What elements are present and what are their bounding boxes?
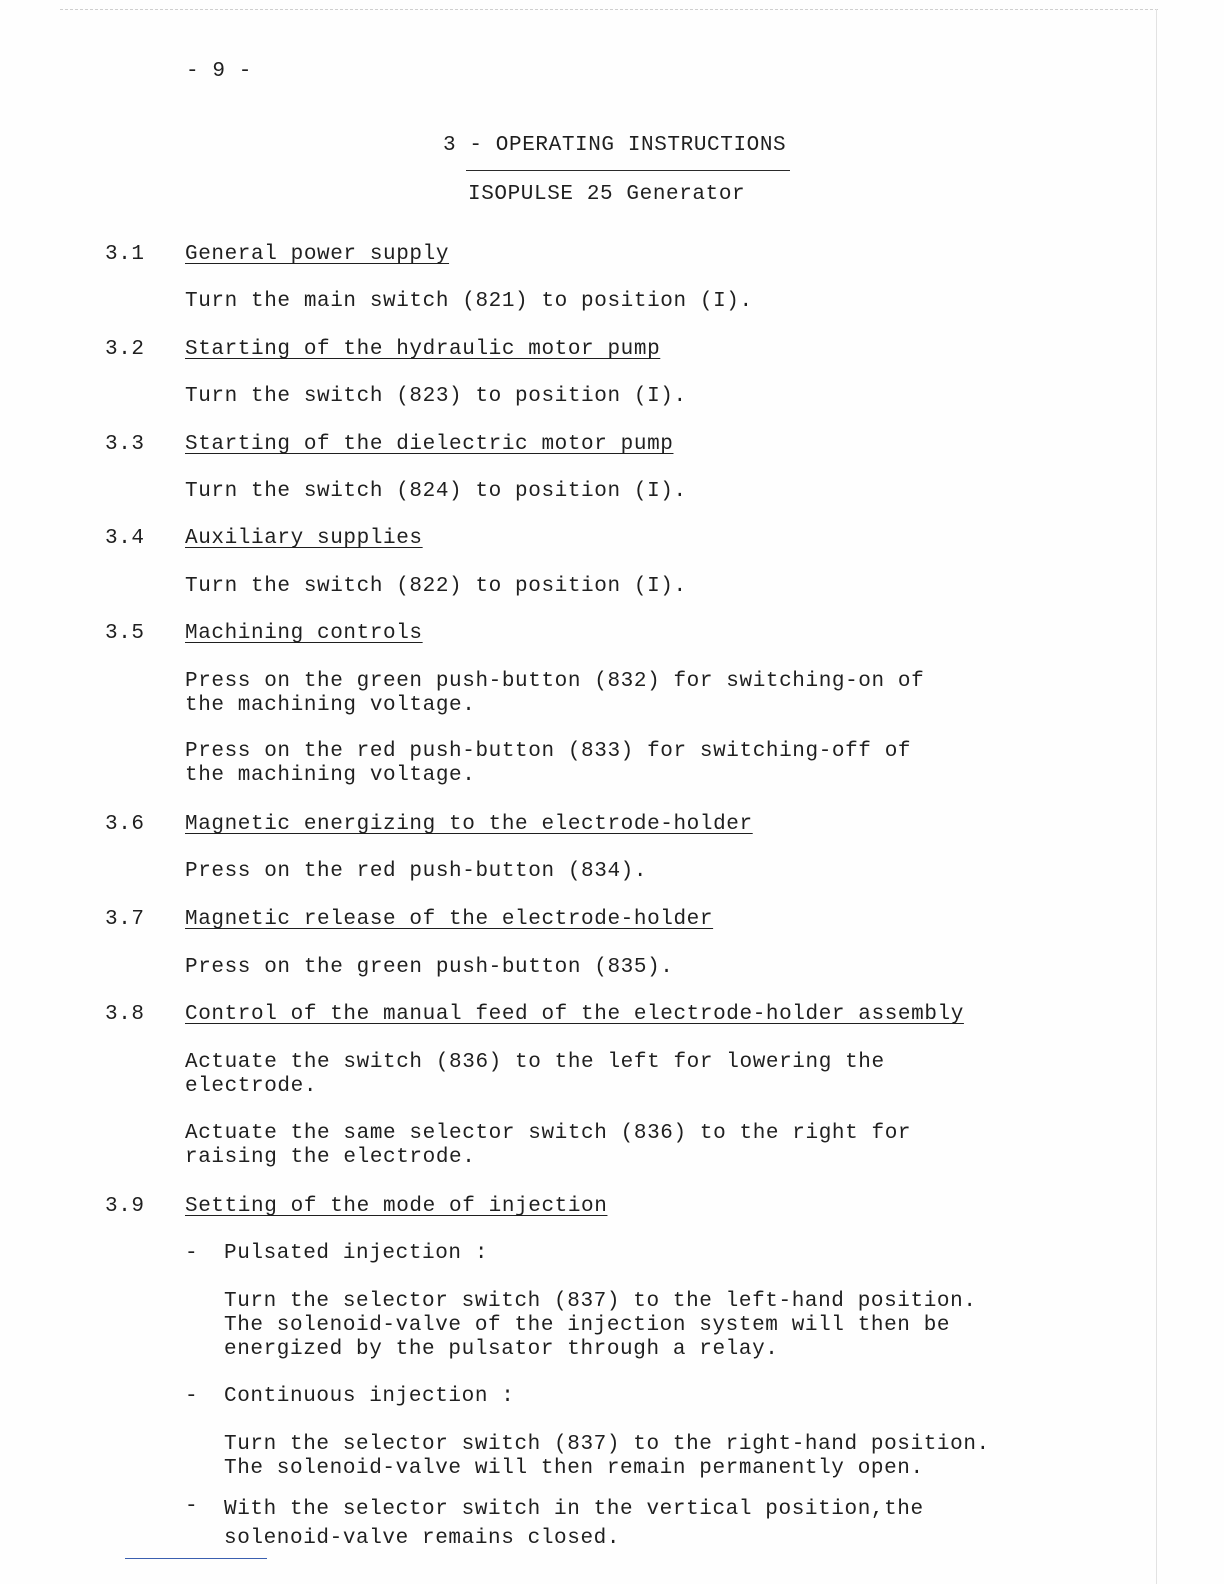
list-bullet: -: [185, 1385, 199, 1408]
section-number: 3.1: [105, 243, 145, 266]
section-heading: Magnetic release of the electrode-holder: [185, 908, 714, 931]
section-number: 3.8: [105, 1003, 145, 1026]
page-number: - 9 -: [186, 60, 253, 83]
section-heading: General power supply: [185, 243, 450, 266]
list-item-text: Turn the selector switch (837) to the right-hand position. The solenoid-valve will then remain permanently open.: [224, 1433, 990, 1480]
right-edge-line: [1156, 9, 1157, 1584]
section-number: 3.6: [105, 813, 145, 836]
list-item-label: Continuous injection :: [224, 1385, 515, 1408]
top-edge-rule: [60, 9, 1158, 10]
section-number: 3.2: [105, 338, 145, 361]
section-heading: Auxiliary supplies: [185, 527, 423, 550]
section-paragraph: Actuate the same selector switch (836) to the right for raising the electrode.: [185, 1122, 912, 1169]
list-item-label: Pulsated injection :: [224, 1242, 489, 1265]
section-paragraph: Press on the red push-button (834).: [185, 860, 648, 883]
footnote-rule: [125, 1558, 267, 1559]
section-paragraph: Turn the switch (822) to position (I).: [185, 575, 687, 598]
section-heading: Machining controls: [185, 622, 423, 645]
chapter-title: 3 - OPERATING INSTRUCTIONS: [443, 134, 787, 157]
section-number: 3.4: [105, 527, 145, 550]
section-heading: Starting of the hydraulic motor pump: [185, 338, 661, 361]
chapter-title-underline: [466, 170, 790, 171]
section-number: 3.7: [105, 908, 145, 931]
section-paragraph: Turn the switch (823) to position (I).: [185, 385, 687, 408]
list-bullet: -: [185, 1242, 199, 1265]
list-item-label: With the selector switch in the vertical position,the solenoid-valve remains closed.: [224, 1498, 924, 1550]
section-heading: Starting of the dielectric motor pump: [185, 433, 674, 456]
subtitle: ISOPULSE 25 Generator: [468, 183, 746, 206]
section-heading: Magnetic energizing to the electrode-holder: [185, 813, 753, 836]
list-bullet: -: [185, 1495, 199, 1518]
section-number: 3.9: [105, 1195, 145, 1218]
section-paragraph: Turn the main switch (821) to position (I).: [185, 290, 753, 313]
section-number: 3.5: [105, 622, 145, 645]
section-heading: Setting of the mode of injection: [185, 1195, 608, 1218]
section-paragraph: Actuate the switch (836) to the left for lowering the electrode.: [185, 1051, 885, 1098]
section-number: 3.3: [105, 433, 145, 456]
section-heading: Control of the manual feed of the electrode-holder assembly: [185, 1003, 964, 1026]
section-paragraph: Press on the red push-button (833) for switching-off of the machining voltage.: [185, 740, 912, 787]
section-paragraph: Turn the switch (824) to position (I).: [185, 480, 687, 503]
section-paragraph: Press on the green push-button (832) for switching-on of the machining voltage.: [185, 670, 925, 717]
list-item-text: Turn the selector switch (837) to the left-hand position. The solenoid-valve of the injection system will then be energized by the pulsator through a relay.: [224, 1290, 977, 1361]
section-paragraph: Press on the green push-button (835).: [185, 956, 674, 979]
